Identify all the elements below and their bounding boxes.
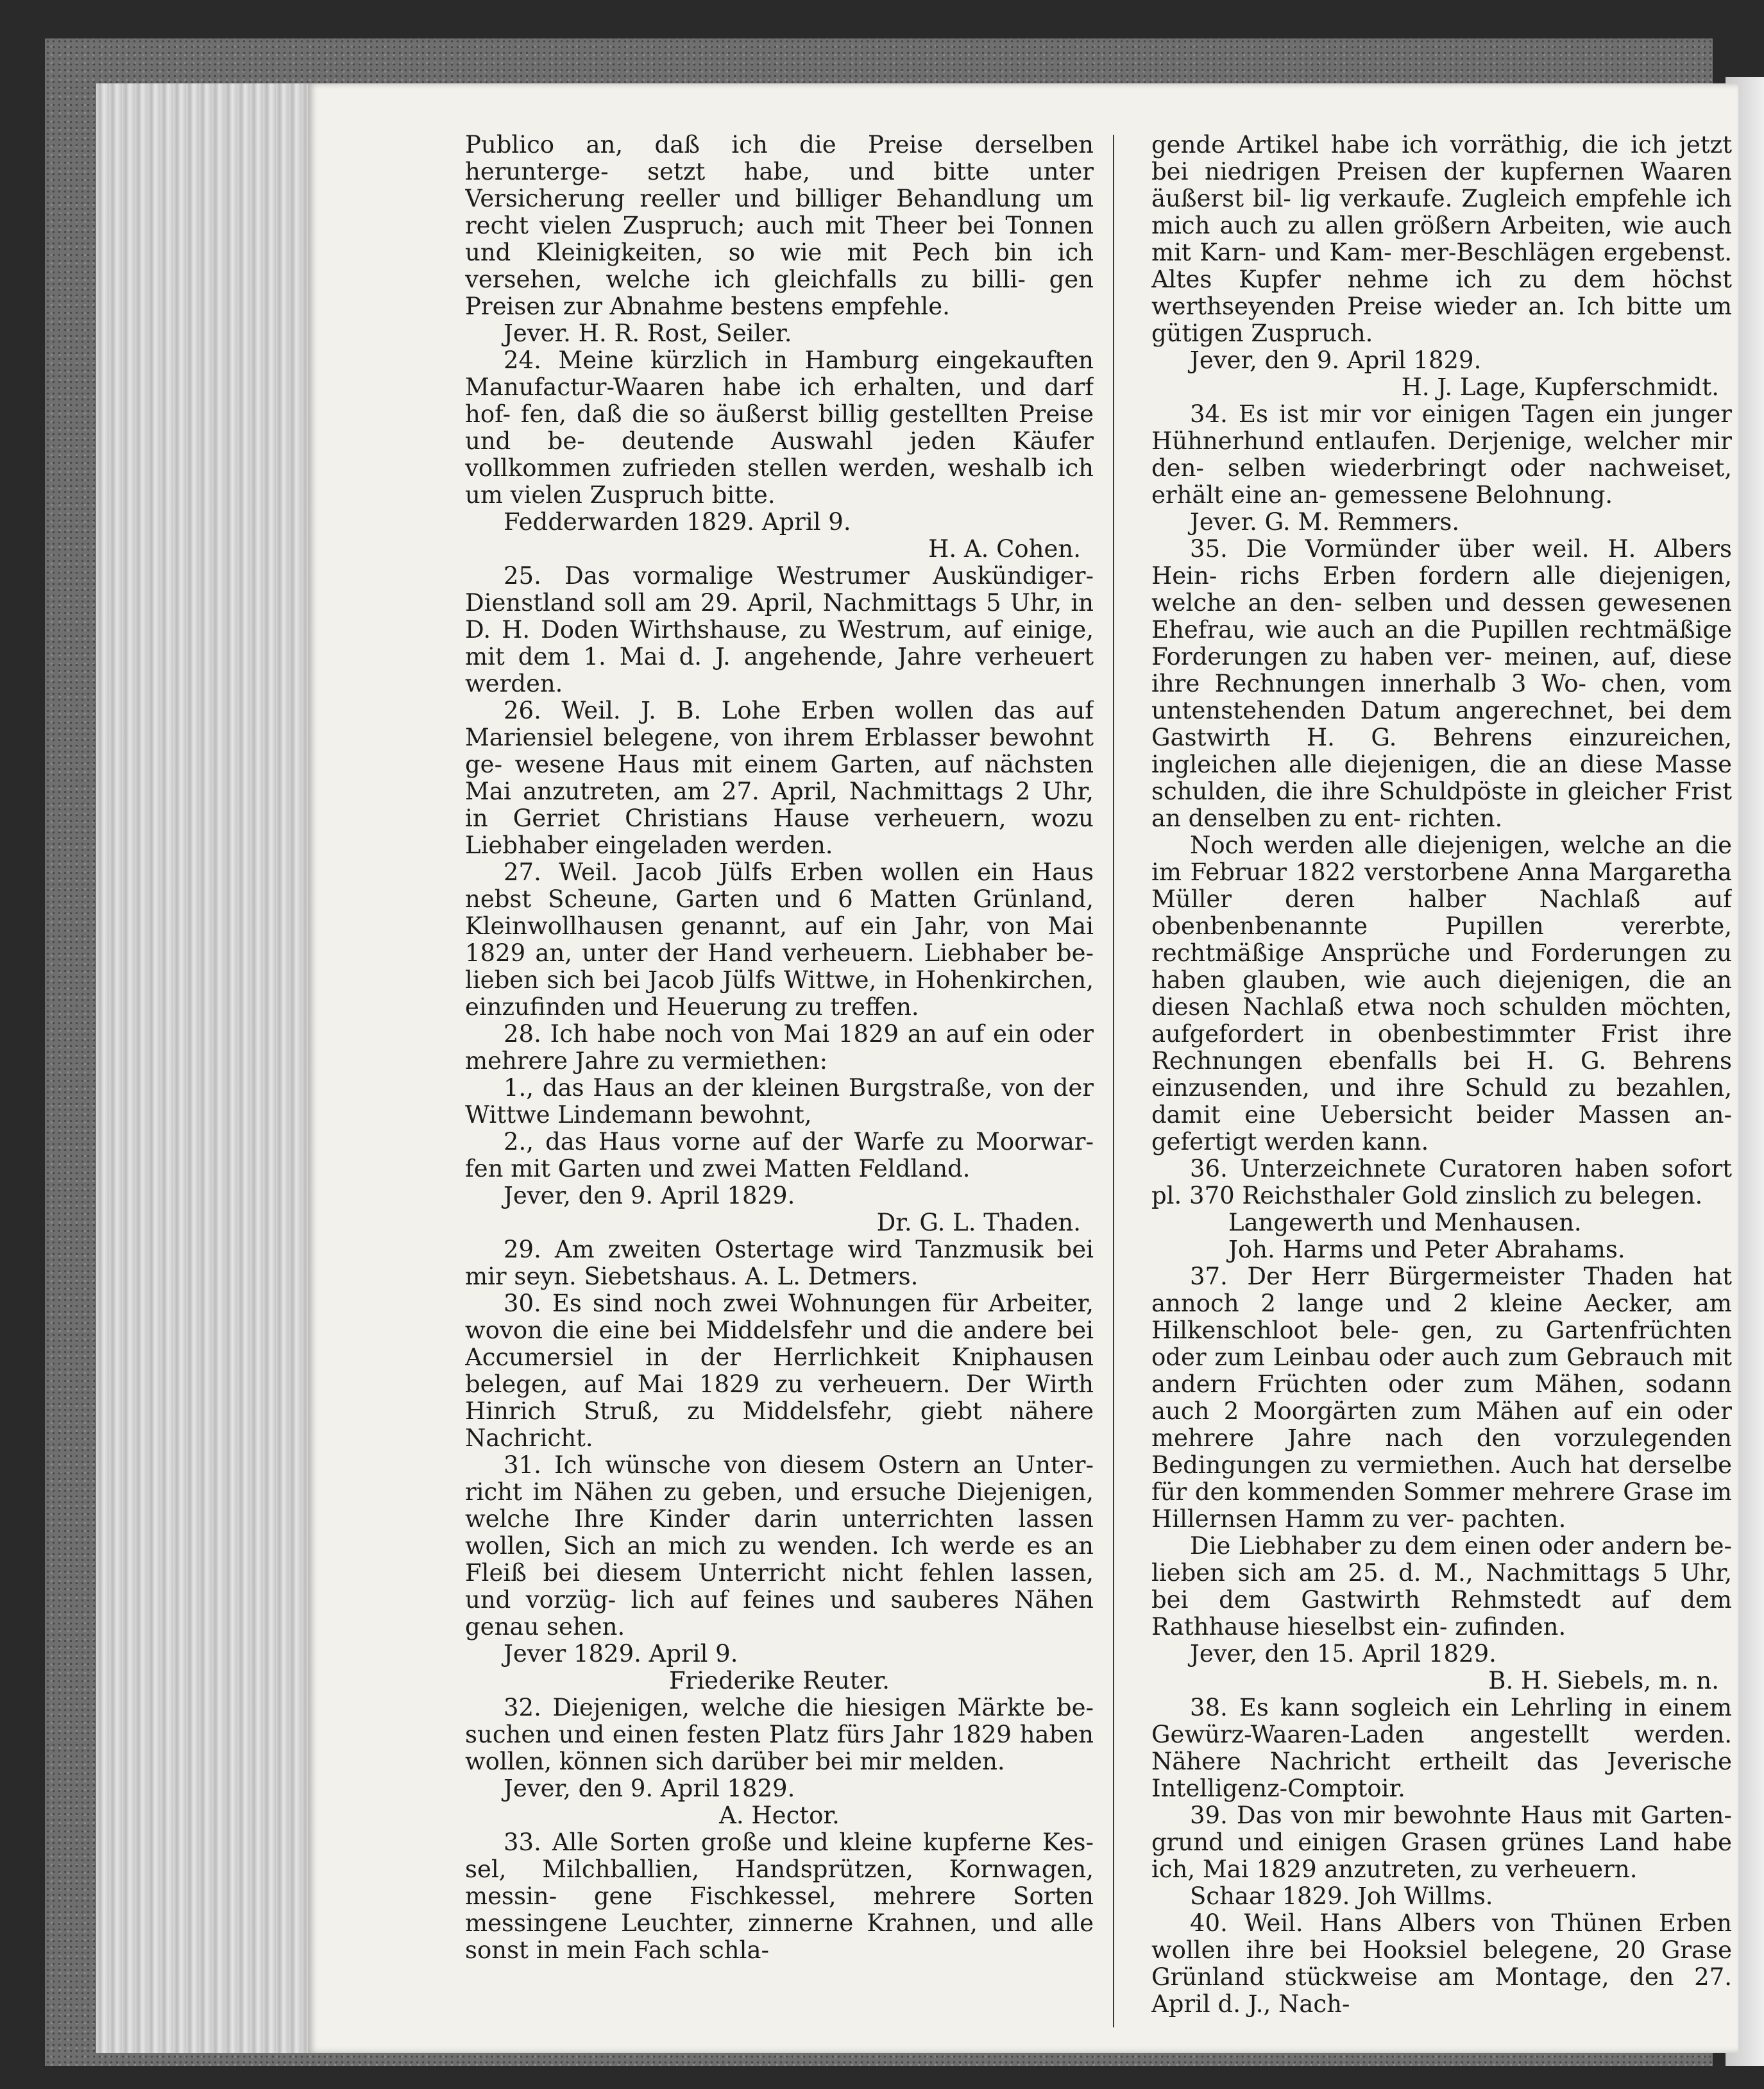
text-block: Jever, den 9. April 1829. [504, 1182, 795, 1209]
text-block: 38. Es kann sogleich ein Lehrling in einem Gewürz-Waaren-Laden angestellt werden. Nähere Nachricht ertheilt das Jeverische Intelligenz-Comptoir. [1151, 1694, 1732, 1802]
text-block: 39. Das von mir bewohnte Haus mit Garten- grund und einigen Grasen grünes Land habe ich, Mai 1829 anzutreten, zu verheuern. [1151, 1802, 1732, 1883]
text-block: Jever, den 15. April 1829. [1190, 1640, 1497, 1667]
text-block: 1., das Haus an der kleinen Burgstraße, von der Wittwe Lindemann bewohnt, [465, 1074, 1094, 1129]
text-block: Dr. G. L. Thaden. [876, 1209, 1081, 1236]
text-block: H. A. Cohen. [928, 535, 1081, 563]
text-block: 24. Meine kürzlich in Hamburg eingekauften Manufactur-Waaren habe ich erhalten, und darf hof- fen, daß die so äußerst billig gestellten Preise und be- deutende Auswahl jeden Käufer vollkommen zufrieden stellen werden, weshalb ich um vielen Zuspruch bitte. [465, 346, 1094, 509]
text-block: 28. Ich habe noch von Mai 1829 an auf ein oder mehrere Jahre zu vermiethen: [465, 1020, 1094, 1075]
text-block: 31. Ich wünsche von diesem Ostern an Unter- richt im Nähen zu geben, und ersuche Diejenigen, welche Ihre Kinder darin unterrichten lassen wollen, Sich an mich zu wenden. Ich werde es an Fleiß bei diesem Unterricht nicht fehlen lassen, und vorzüg- lich auf feines und sauberes Nähen genau sehen. [465, 1451, 1094, 1641]
text-block: 26. Weil. J. B. Lohe Erben wollen das auf Mariensiel belegene, von ihrem Erblasser bewohnt ge- wesene Haus mit einem Garten, auf nächsten Mai anzutreten, am 27. April, Nachmittags 2 Uhr, in Gerriet Christians Hause verheuern, wozu Liebhaber eingeladen werden. [465, 697, 1094, 859]
text-block: 37. Der Herr Bürgermeister Thaden hat annoch 2 lange und 2 kleine Aecker, am Hilkenschloot bele- gen, zu Gartenfrüchten oder zum Leinbau oder auch zum Gebrauch mit andern Früchten oder zum Mähen, sodann auch 2 Moorgärten zum Mähen auf ein oder mehrere Jahre nach den vorzulegenden Bedingungen zu vermiethen. Auch hat derselbe für den kommenden Sommer mehrere Grase im Hillernsen Hamm zu ver- pachten. [1151, 1263, 1732, 1533]
text-block: gende Artikel habe ich vorräthig, die ich jetzt bei niedrigen Preisen der kupfernen Waaren äußerst bil- lig verkaufe. Zugleich empfehle ich mich auch zu allen größern Arbeiten, wie auch mit Karn- und Kam- mer-Beschlägen ergebenst. Altes Kupfer nehme ich zu dem höchst werthseyenden Preise wieder an. Ich bitte um gütigen Zuspruch. [1151, 132, 1732, 347]
text-block: A. Hector. [719, 1802, 840, 1829]
document-page [308, 83, 1738, 2053]
text-block: H. J. Lage, Kupferschmidt. [1401, 373, 1719, 401]
book-spine [96, 83, 308, 2053]
text-block: Joh. Harms und Peter Abrahams. [1228, 1236, 1625, 1263]
text-block: 33. Alle Sorten große und kleine kupferne Kes- sel, Milchballien, Handsprützen, Kornwagen, messin- gene Fischkessel, mehrere Sorten messingene Leuchter, zinnerne Krahnen, und alle sonst in mein Fach schla- [465, 1829, 1094, 1964]
text-block: 29. Am zweiten Ostertage wird Tanzmusik bei mir seyn. Siebetshaus. A. L. Detmers. [465, 1236, 1094, 1290]
text-block: Publico an, daß ich die Preise derselben herunterge- setzt habe, und bitte unter Versicherung reeller und billiger Behandlung um recht vielen Zuspruch; auch mit Theer bei Tonnen und Kleinigkeiten, so wie mit Pech bin ich versehen, welche ich gleichfalls zu billi- gen Preisen zur Abnahme bestens empfehle. [465, 132, 1094, 320]
left-column [465, 132, 1094, 1964]
text-block: Schaar 1829. Joh Willms. [1190, 1882, 1493, 1910]
text-block: Langewerth und Menhausen. [1228, 1209, 1582, 1236]
text-block: Jever 1829. April 9. [504, 1640, 738, 1667]
text-block: 34. Es ist mir vor einigen Tagen ein junger Hühnerhund entlaufen. Derjenige, welcher mir den- selben wiederbringt oder nachweiset, erhält eine an- gemessene Belohnung. [1151, 400, 1732, 509]
text-block: Jever, den 9. April 1829. [504, 1775, 795, 1802]
text-block: 27. Weil. Jacob Jülfs Erben wollen ein Haus nebst Scheune, Garten und 6 Matten Grünland, Kleinwollhausen genannt, auf ein Jahr, von Mai 1829 an, unter der Hand verheuern. Liebhaber be- lieben sich bei Jacob Jülfs Wittwe, in Hohenkirchen, einzufinden und Heuerung zu treffen. [465, 858, 1094, 1021]
text-block: Jever. G. M. Remmers. [1190, 508, 1460, 536]
text-block: 30. Es sind noch zwei Wohnungen für Arbeiter, wovon die eine bei Middelsfehr und die andere bei Accumersiel in der Herrlichkeit Kniphausen belegen, auf Mai 1829 zu verheuern. Der Wirth Hinrich Struß, zu Middelsfehr, giebt nähere Nachricht. [465, 1290, 1094, 1452]
text-block: B. H. Siebels, m. n. [1488, 1667, 1719, 1694]
text-block: Jever. H. R. Rost, Seiler. [504, 320, 792, 347]
text-block: 36. Unterzeichnete Curatoren haben sofort pl. 370 Reichsthaler Gold zinslich zu belegen. [1151, 1155, 1732, 1209]
text-block: 25. Das vormalige Westrumer Auskündiger- Dienstland soll am 29. April, Nachmittags 5 Uhr, in D. H. Doden Wirthshause, zu Westrum, auf einige, mit dem 1. Mai d. J. angehende, Jahre verheuert werden. [465, 562, 1094, 697]
text-block: 35. Die Vormünder über weil. H. Albers Hein- richs Erben fordern alle diejenigen, welche an den- selben und dessen gewesenen Ehefrau, wie auch an die Pupillen rechtmäßige Forderungen zu haben ver- meinen, auf, diese ihre Rechnungen innerhalb 3 Wo- chen, vom untenstehenden Datum angerechnet, bei dem Gastwirth H. G. Behrens einzureichen, ingleichen alle diejenigen, die an diese Masse schulden, die ihre Schuldpöste in gleicher Frist an denselben zu ent- richten. [1151, 535, 1732, 832]
text-block: Jever, den 9. April 1829. [1190, 346, 1482, 374]
text-block: Friederike Reuter. [668, 1667, 890, 1694]
text-block: 32. Diejenigen, welche die hiesigen Märkte be- suchen und einen festen Platz fürs Jahr 1829 haben wollen, können sich darüber bei mir melden. [465, 1694, 1094, 1775]
text-block: Fedderwarden 1829. April 9. [504, 508, 851, 536]
text-block: Die Liebhaber zu dem einen oder andern be- lieben sich am 25. d. M., Nachmittags 5 Uhr, bei dem Gastwirth Rehmstedt auf dem Rathhause hieselbst ein- zufinden. [1151, 1532, 1732, 1641]
text-block: Noch werden alle diejenigen, welche an die im Februar 1822 verstorbene Anna Margaretha Müller deren halber Nachlaß auf obenbenbenannte Pupillen vererbte, rechtmäßige Ansprüche und Forderungen zu haben glauben, wie auch diejenigen, die an diesen Nachlaß etwa noch schulden möchten, aufgefordert in obenbestimmter Frist ihre Rechnungen ebenfalls bei H. G. Behrens einzusenden, und ihre Schuld zu bezahlen, damit eine Uebersicht beider Massen an- gefertigt werden kann. [1151, 831, 1732, 1155]
text-block: 2., das Haus vorne auf der Warfe zu Moorwar- fen mit Garten und zwei Matten Feldland. [465, 1128, 1094, 1182]
right-column [1151, 132, 1732, 2031]
text-block: 40. Weil. Hans Albers von Thünen Erben wollen ihre bei Hooksiel belegene, 20 Grase Grünland stückweise am Montage, den 27. April d. J., Nach- [1151, 1909, 1732, 2018]
column-divider [1113, 135, 1114, 2027]
